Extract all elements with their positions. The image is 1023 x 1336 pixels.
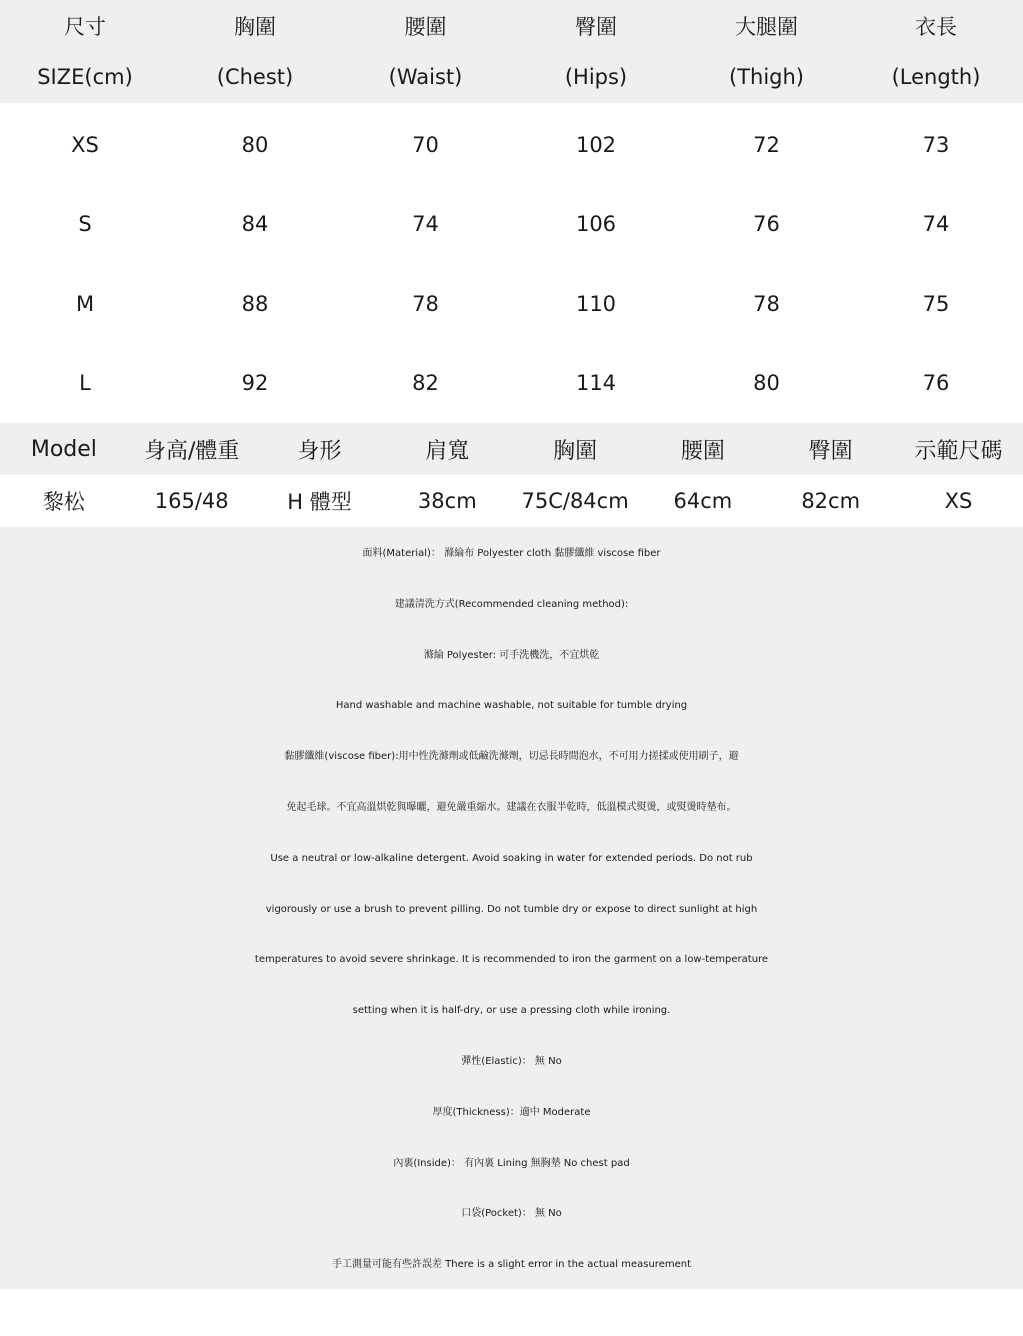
model-height-weight: 165/48 (154, 489, 229, 513)
hips-value: 102 (575, 132, 617, 157)
hips-value: 110 (575, 291, 617, 316)
size-label: M (75, 291, 95, 316)
product-info-block (0, 527, 1023, 1289)
chest-value: 80 (241, 132, 269, 157)
hips-value: 114 (575, 371, 617, 396)
thickness-line: 厚度(Thickness)：適中 Moderate (432, 1106, 591, 1118)
model-header-model: Model (30, 436, 97, 462)
model-size-worn: XS (944, 489, 973, 513)
model-hips: 82cm (801, 489, 861, 513)
header-hips-zh: 臀圍 (575, 14, 617, 39)
header-waist-zh: 腰圍 (404, 14, 447, 39)
polyester-care-zh: 滌綸 Polyester: 可手洗機洗，不宜烘乾 (423, 649, 600, 661)
size-header-row-zh (0, 0, 1023, 52)
header-size-zh: 尺寸 (64, 14, 106, 39)
thigh-value: 78 (753, 291, 780, 316)
chest-value: 92 (241, 371, 269, 396)
header-thigh-zh: 大腿圍 (735, 14, 798, 39)
size-table-body (0, 103, 1023, 423)
viscose-care-en-1: Use a neutral or low-alkaline detergent. Avoid soaking in water for extended periods. Do not rub (270, 852, 753, 864)
model-shoulder: 38cm (417, 489, 477, 513)
polyester-care-en: Hand washable and machine washable, not suitable for tumble drying (335, 700, 688, 712)
header-size-en: SIZE(cm) (37, 65, 133, 90)
thigh-value: 72 (753, 132, 780, 157)
size-header-row-en (0, 52, 1023, 104)
size-label: XS (71, 132, 99, 157)
chest-value: 88 (241, 291, 269, 316)
viscose-care-zh-1: 黏膠纖維(viscose fiber):用中性洗滌劑或低鹼洗滌劑，切忌長時間泡水，不可用力搓揉或使用刷子，避 (284, 751, 739, 763)
length-value: 73 (922, 132, 950, 157)
thigh-value: 80 (753, 371, 780, 396)
model-table-row (0, 475, 1023, 527)
header-chest-en: (Chest) (216, 65, 294, 90)
model-header-chest: 胸圍 (553, 438, 598, 464)
material-line: 面料(Material)： 滌綸布 Polyester cloth 黏膠纖維 viscose fiber (362, 548, 661, 559)
model-name: 黎松 (42, 490, 85, 514)
size-label: S (78, 212, 92, 237)
model-header-size-worn: 示範尺碼 (914, 438, 1003, 464)
model-table-header (0, 423, 1023, 475)
header-waist-en: (Waist) (388, 65, 463, 90)
model-header-body-shape: 身形 (297, 438, 342, 464)
model-header-height-weight: 身高/體重 (143, 438, 240, 464)
waist-value: 82 (412, 371, 439, 396)
size-table-header (0, 0, 1023, 103)
chest-value: 84 (241, 212, 269, 237)
header-length-zh: 衣長 (915, 14, 957, 39)
table-row (0, 105, 1023, 185)
viscose-care-en-2: vigorously or use a brush to prevent pilling. Do not tumble dry or expose to direct sunlight at high (265, 903, 758, 915)
model-header-hips: 臀圍 (808, 438, 853, 464)
viscose-care-en-4: setting when it is half-dry, or use a pressing cloth while ironing. (352, 1005, 671, 1017)
waist-value: 78 (412, 291, 439, 316)
viscose-care-en-3: temperatures to avoid severe shrinkage. It is recommended to iron the garment on a low-temperature (254, 954, 769, 966)
thigh-value: 76 (753, 212, 780, 237)
viscose-care-zh-2: 免起毛球。不宜高溫烘乾與曝曬，避免嚴重縮水。建議在衣服半乾時，低溫模式熨燙，或熨燙時墊布。 (286, 801, 737, 813)
model-chest: 75C/84cm (521, 489, 629, 513)
table-row (0, 264, 1023, 344)
length-value: 75 (922, 291, 950, 316)
waist-value: 74 (412, 212, 439, 237)
measurement-note: 手工測量可能有些許誤差 There is a slight error in the actual measurement (331, 1259, 692, 1271)
hips-value: 106 (575, 212, 617, 237)
header-thigh-en: (Thigh) (729, 65, 804, 90)
model-header-shoulder: 肩寬 (425, 438, 470, 464)
model-header-waist: 腰圍 (680, 438, 725, 464)
header-hips-en: (Hips) (564, 65, 628, 90)
model-body-shape: H 體型 (287, 490, 352, 514)
header-chest-zh: 胸圍 (234, 14, 276, 39)
table-row (0, 185, 1023, 265)
size-label: L (79, 371, 91, 396)
cleaning-heading: 建議清洗方式(Recommended cleaning method): (394, 598, 629, 610)
waist-value: 70 (412, 132, 439, 157)
length-value: 76 (922, 371, 950, 396)
elastic-line: 彈性(Elastic)： 無 No (461, 1055, 562, 1067)
pocket-line: 口袋(Pocket)： 無 No (461, 1208, 562, 1220)
model-waist: 64cm (673, 489, 733, 513)
inside-line: 內裏(Inside)： 有內裏 Lining 無胸墊 No chest pad (393, 1157, 630, 1169)
table-row (0, 344, 1023, 424)
length-value: 74 (922, 212, 950, 237)
header-length-en: (Length) (891, 65, 981, 90)
